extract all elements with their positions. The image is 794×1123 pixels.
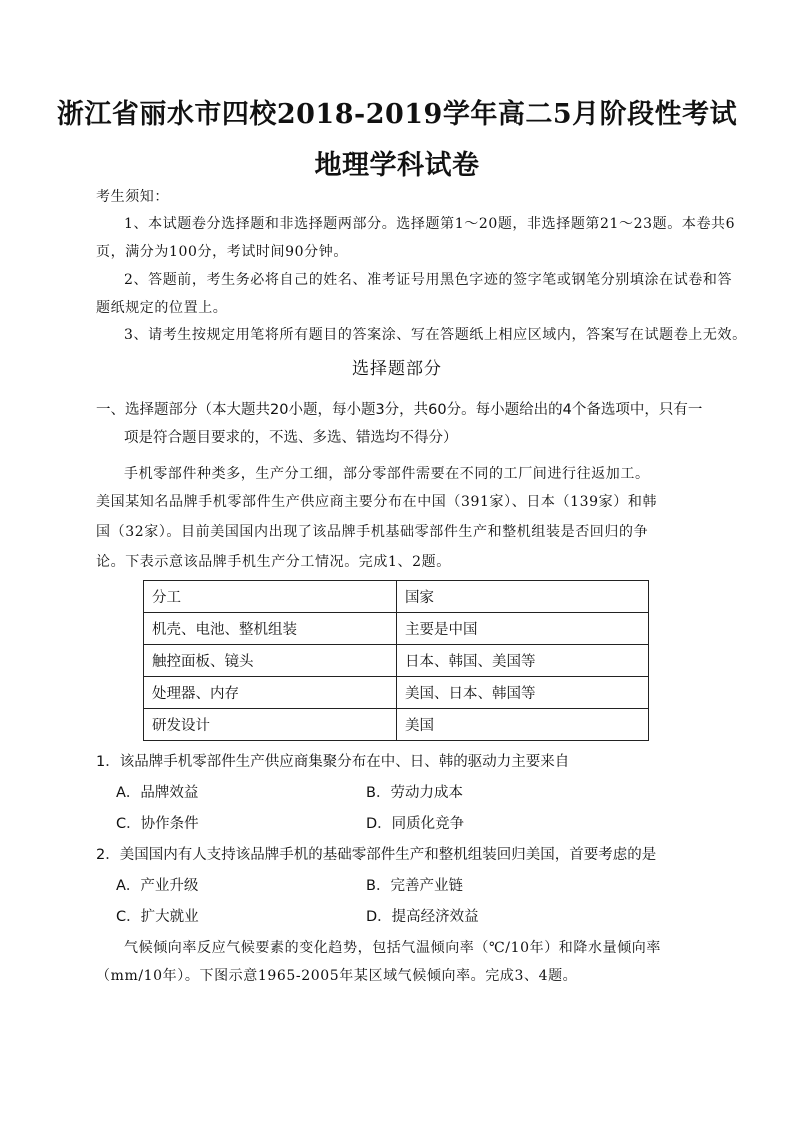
material1-line-2: 美国某知名品牌手机零部件生产供应商主要分布在中国（391家）、日本（139家）和韩 [96, 494, 658, 510]
table-cell: 美国 [397, 709, 649, 741]
table-cell: 主要是中国 [397, 613, 649, 645]
question-1-option-d: D．同质化竞争 [366, 816, 465, 832]
question-1-stem: 1．该品牌手机零部件生产供应商集聚分布在中、日、韩的驱动力主要来自 [96, 754, 570, 770]
material1-line-1: 手机零部件种类多，生产分工细，部分零部件需要在不同的工厂间进行往返加工。 [124, 466, 650, 482]
table-row [144, 613, 649, 645]
question-1-option-b: B．劳动力成本 [366, 785, 463, 801]
exam-subtitle: 地理学科试卷 [314, 150, 480, 181]
notice-item-3: 3、请考生按规定用笔将所有题目的答案涂、写在答题纸上相应区域内，答案写在试题卷上无效。 [124, 327, 747, 343]
notice-item-1-line-1: 1、本试题卷分选择题和非选择题两部分。选择题第1～20题，非选择题第21～23题。本卷共6 [124, 216, 736, 232]
question-1-option-c: C．协作条件 [116, 816, 199, 832]
table-cell: 触控面板、镜头 [144, 645, 397, 677]
notice-heading: 考生须知： [96, 189, 169, 205]
exam-title: 浙江省丽水市四校2018-2019学年高二5月阶段性考试 [56, 99, 738, 130]
section-title: 选择题部分 [352, 359, 442, 379]
notice-item-1-line-2: 页，满分为100分，考试时间90分钟。 [96, 244, 348, 260]
material1-line-3: 国（32家）。目前美国国内出现了该品牌手机基础零部件生产和整机组装是否回归的争 [96, 524, 649, 540]
part1-instructions-line-1: 一、选择题部分（本大题共20小题，每小题3分，共60分。每小题给出的4个备选项中，只有一 [96, 402, 703, 418]
question-2-option-b: B．完善产业链 [366, 878, 463, 894]
table-row [144, 709, 649, 741]
table-header-cell: 分工 [144, 581, 397, 613]
table-cell: 日本、韩国、美国等 [397, 645, 649, 677]
table-header-cell: 国家 [397, 581, 649, 613]
table-cell: 研发设计 [144, 709, 397, 741]
table-cell: 机壳、电池、整机组装 [144, 613, 397, 645]
division-of-labor-table [143, 580, 649, 741]
table-header-row [144, 581, 649, 613]
question-2-stem: 2．美国国内有人支持该品牌手机的基础零部件生产和整机组装回归美国，首要考虑的是 [96, 847, 657, 863]
material2-line-1: 气候倾向率反应气候要素的变化趋势，包括气温倾向率（℃/10年）和降水量倾向率 [124, 940, 661, 956]
question-2-option-a: A．产业升级 [116, 878, 199, 894]
table-cell: 美国、日本、韩国等 [397, 677, 649, 709]
table-row [144, 677, 649, 709]
table-row [144, 645, 649, 677]
part1-instructions-line-2: 项是符合题目要求的，不选、多选、错选均不得分） [124, 430, 458, 446]
table-cell: 处理器、内存 [144, 677, 397, 709]
material1-line-4: 论。下表示意该品牌手机生产分工情况。完成1、2题。 [96, 554, 451, 570]
notice-item-2-line-2: 题纸规定的位置上。 [96, 300, 228, 316]
notice-item-2-line-1: 2、答题前，考生务必将自己的姓名、准考证号用黑色字迹的签字笔或钢笔分别填涂在试卷和答 [124, 272, 733, 288]
question-1-option-a: A．品牌效益 [116, 785, 199, 801]
material2-line-2: （mm/10年）。下图示意1965-2005年某区域气候倾向率。完成3、4题。 [96, 968, 578, 984]
question-2-option-c: C．扩大就业 [116, 909, 199, 925]
question-2-option-d: D．提高经济效益 [366, 909, 479, 925]
